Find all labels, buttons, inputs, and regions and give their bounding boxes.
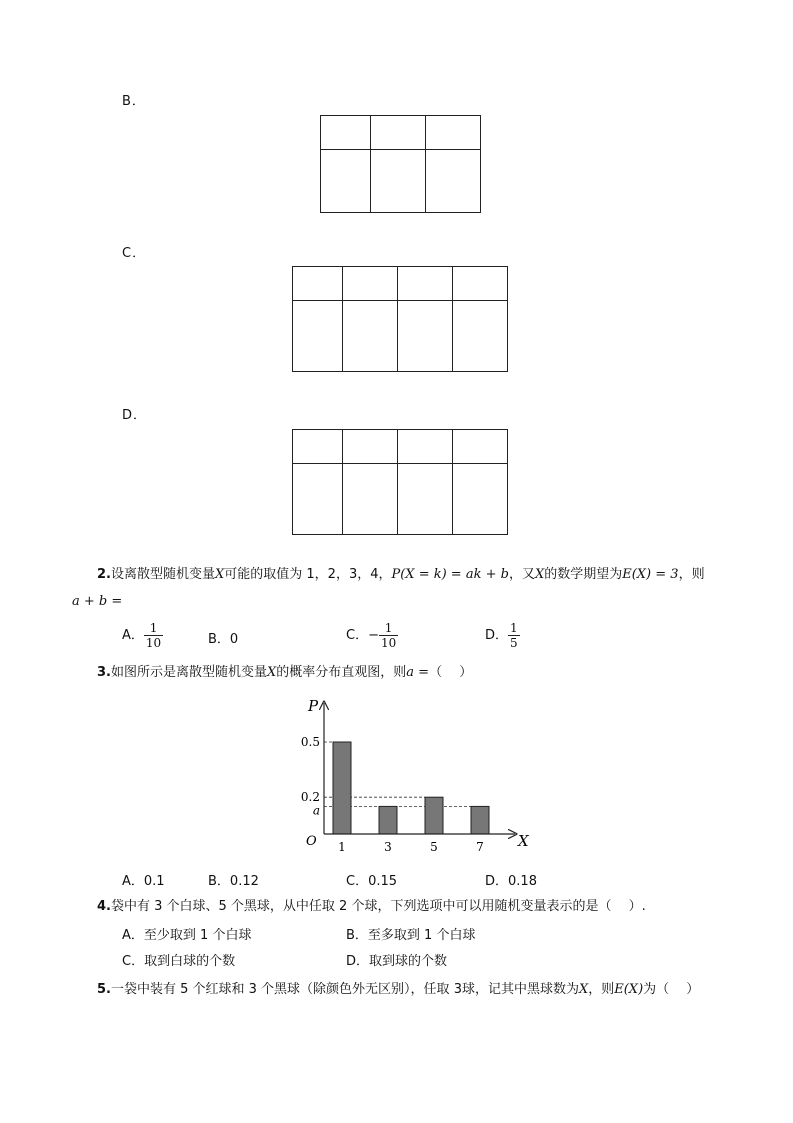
x-tick-label: 7 <box>476 840 484 854</box>
x-tick-label: 1 <box>338 840 346 854</box>
question-5-number: 5. <box>97 982 111 997</box>
q2-formula-e: E(X) = 3 <box>622 567 679 582</box>
y-axis-label: P <box>308 697 319 715</box>
option-b-label: B． <box>122 94 146 109</box>
q2-choice-b[interactable]: B．0 <box>208 632 239 647</box>
y-tick-label: a <box>312 803 320 818</box>
bar-1 <box>333 742 351 834</box>
q3-choice-c[interactable]: C．0.15 <box>346 874 398 889</box>
bar-3 <box>379 806 397 834</box>
q4-choice-c[interactable]: C．取到白球的个数 <box>122 954 236 969</box>
q4-choice-a[interactable]: A．至少取到 1 个白球 <box>122 928 252 943</box>
bar-7 <box>471 806 489 834</box>
q3-choice-b[interactable]: B．0.12 <box>208 874 259 889</box>
y-tick-label: 0.5 <box>300 735 320 749</box>
option-b-table <box>320 115 481 213</box>
x-tick-label: 3 <box>384 840 392 854</box>
q2-choice-a[interactable]: A． $\frac{1}{10}$ <box>122 621 162 650</box>
option-c-table <box>292 266 508 372</box>
q4-choice-b[interactable]: B．至多取到 1 个白球 <box>346 928 476 943</box>
q2-formula-p: P(X = k) = ak + b <box>391 567 509 582</box>
option-d-label: D． <box>122 408 148 423</box>
bar-5 <box>425 797 443 834</box>
q4-choice-d[interactable]: D．取到球的个数 <box>346 954 448 969</box>
question-2-line1: 2.设离散型随机变量X可能的取值为 1，2，3，4，P(X = k) = ak + b，又X的数学期望为E(X) = 3，则 <box>97 567 705 582</box>
origin-label: O <box>306 834 317 849</box>
probability-chart <box>290 695 540 860</box>
question-4-number: 4. <box>97 899 111 914</box>
x-axis-label: X <box>518 832 529 850</box>
question-2-number: 2. <box>97 567 111 582</box>
y-tick-label: 0.2 <box>300 790 320 805</box>
question-3-line: 3.如图所示是离散型随机变量X的概率分布直观图，则a =（ ） <box>97 665 473 680</box>
x-tick-label: 5 <box>430 840 438 854</box>
q3-choice-d[interactable]: D．0.18 <box>485 874 537 889</box>
question-5-line: 5.一袋中装有 5 个红球和 3 个黑球（除颜色外无区别），任取 3球，记其中黑球数为X，则E(X)为（ ） <box>97 982 700 997</box>
option-c-label: C． <box>122 246 147 261</box>
question-2-line2: a + b = <box>72 594 123 609</box>
question-4-line: 4.袋中有 3 个白球、5 个黑球，从中任取 2 个球，下列选项中可以用随机变量表示的是（ ）. <box>97 899 646 914</box>
option-d-table <box>292 429 508 535</box>
q3-choice-a[interactable]: A．0.1 <box>122 874 165 889</box>
q2-choice-d[interactable]: D． $\frac{1}{5}$ <box>485 621 518 650</box>
q2-choice-c[interactable]: C．− $\frac{1}{10}$ <box>346 621 397 650</box>
question-3-number: 3. <box>97 665 111 680</box>
